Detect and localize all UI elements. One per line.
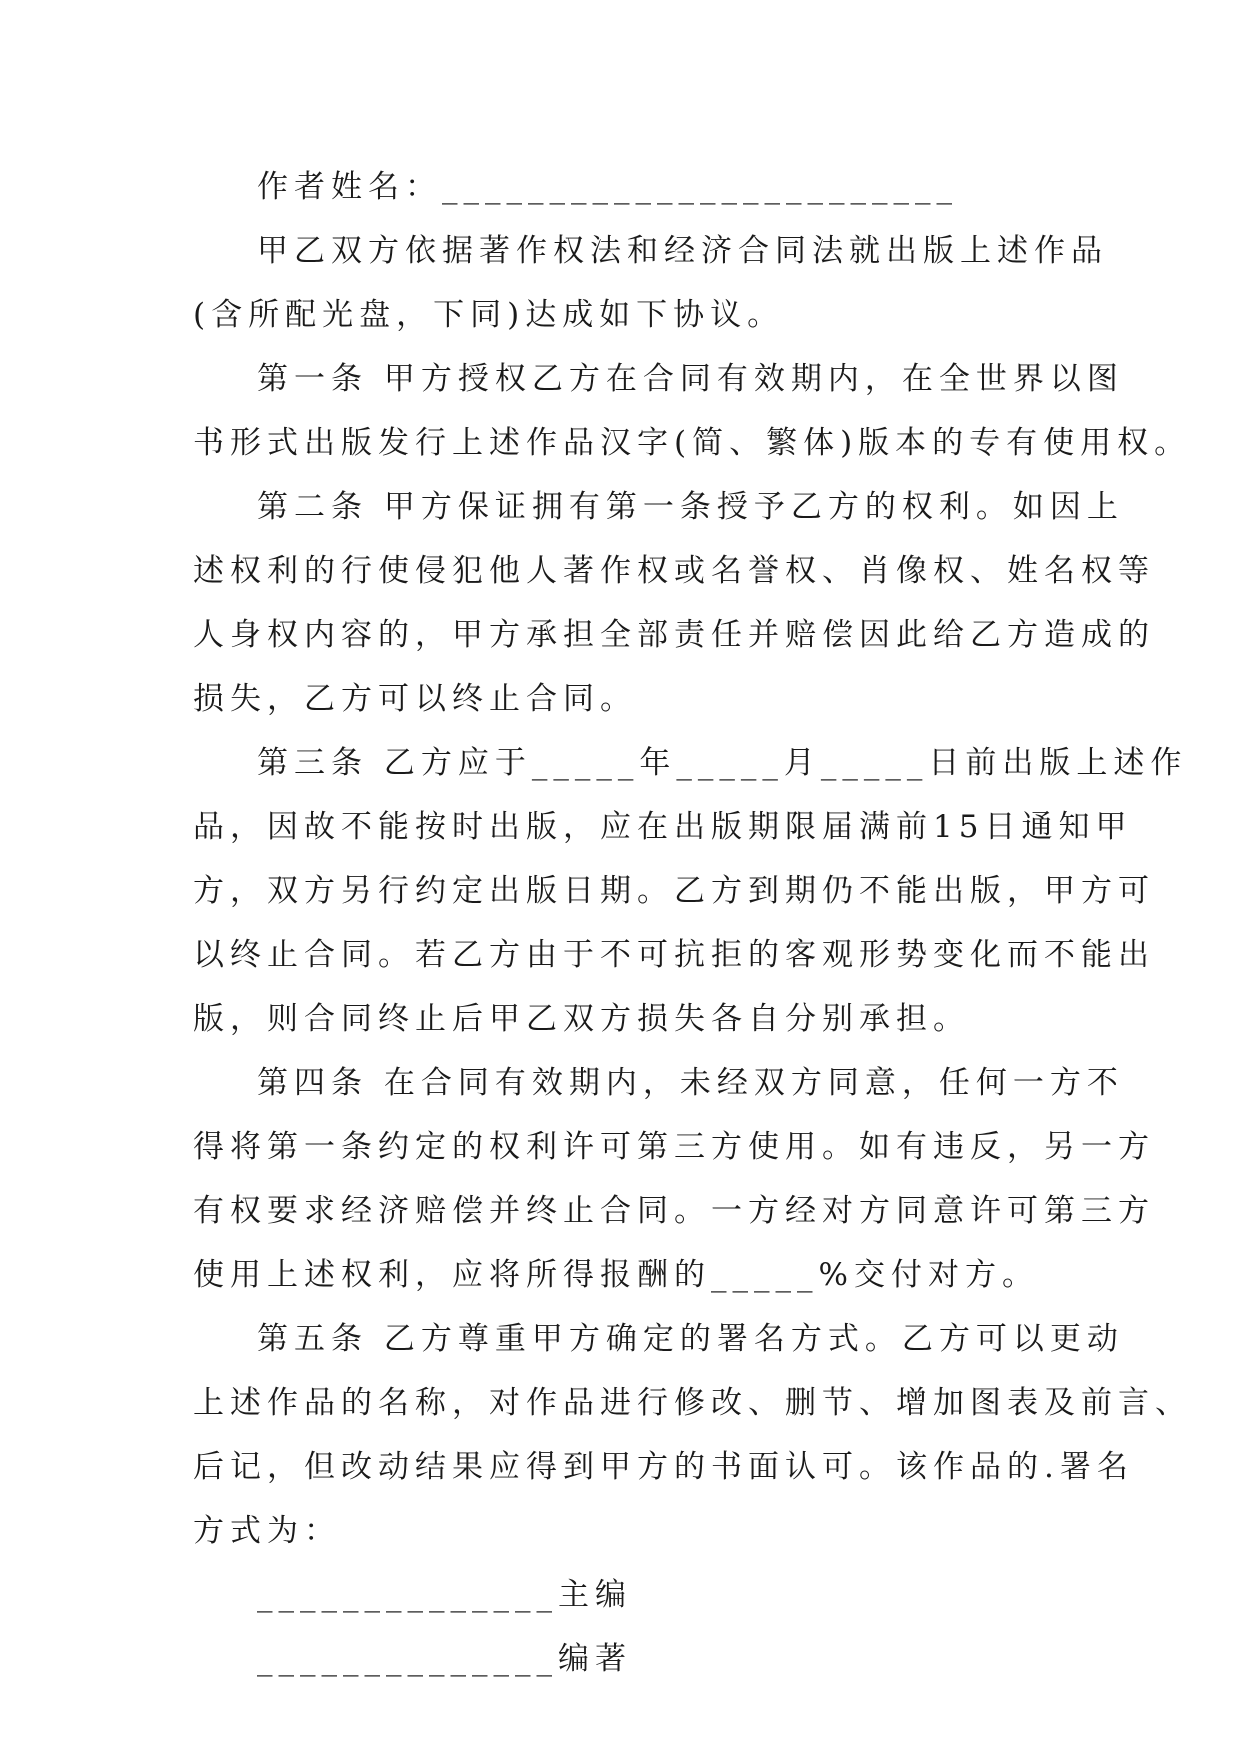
compiler-line: ______________编著 bbox=[257, 1641, 632, 1677]
author-name-line: 作者姓名：________________________ bbox=[257, 169, 958, 205]
article-2-line-2: 述权利的行使侵犯他人著作权或名誉权、肖像权、姓名权等 bbox=[193, 553, 1155, 589]
preamble-line-1: 甲乙双方依据著作权法和经济合同法就出版上述作品 bbox=[257, 233, 1108, 269]
article-3-line-2: 品，因故不能按时出版，应在出版期限届满前15日通知甲 bbox=[193, 809, 1133, 845]
article-5-line-3: 后记，但改动结果应得到甲方的书面认可。该作品的.署名 bbox=[193, 1449, 1134, 1485]
article-3-line-5: 版，则合同终止后甲乙双方损失各自分别承担。 bbox=[193, 1001, 970, 1037]
article-5-line-4: 方式为： bbox=[193, 1513, 341, 1549]
article-3-line-4: 以终止合同。若乙方由于不可抗拒的客观形势变化而不能出 bbox=[193, 937, 1155, 973]
document-page bbox=[193, 155, 1192, 1691]
article-4-line-1: 第四条 在合同有效期内，未经双方同意，任何一方不 bbox=[257, 1065, 1124, 1101]
article-3-line-3: 方，双方另行约定出版日期。乙方到期仍不能出版，甲方可 bbox=[193, 873, 1155, 909]
article-4-line-4: 使用上述权利，应将所得报酬的_____%交付对方。 bbox=[193, 1257, 1039, 1293]
article-4-line-2: 得将第一条约定的权利许可第三方使用。如有违反，另一方 bbox=[193, 1129, 1155, 1165]
article-1-line-1: 第一条 甲方授权乙方在合同有效期内，在全世界以图 bbox=[257, 361, 1124, 397]
article-3-line-1: 第三条 乙方应于_____年_____月_____日前出版上述作 bbox=[257, 745, 1188, 781]
article-2-line-4: 损失，乙方可以终止合同。 bbox=[193, 681, 637, 717]
preamble-line-2: (含所配光盘，下同)达成如下协议。 bbox=[193, 297, 785, 333]
article-2-line-3: 人身权内容的，甲方承担全部责任并赔偿因此给乙方造成的 bbox=[193, 617, 1155, 653]
article-4-line-3: 有权要求经济赔偿并终止合同。一方经对方同意许可第三方 bbox=[193, 1193, 1155, 1229]
article-5-line-1: 第五条 乙方尊重甲方确定的署名方式。乙方可以更动 bbox=[257, 1321, 1124, 1357]
article-1-line-2: 书形式出版发行上述作品汉字(简、繁体)版本的专有使用权。 bbox=[193, 425, 1192, 461]
article-2-line-1: 第二条 甲方保证拥有第一条授予乙方的权利。如因上 bbox=[257, 489, 1124, 525]
editor-line: ______________主编 bbox=[257, 1577, 632, 1613]
article-5-line-2: 上述作品的名称，对作品进行修改、删节、增加图表及前言、 bbox=[193, 1385, 1192, 1421]
